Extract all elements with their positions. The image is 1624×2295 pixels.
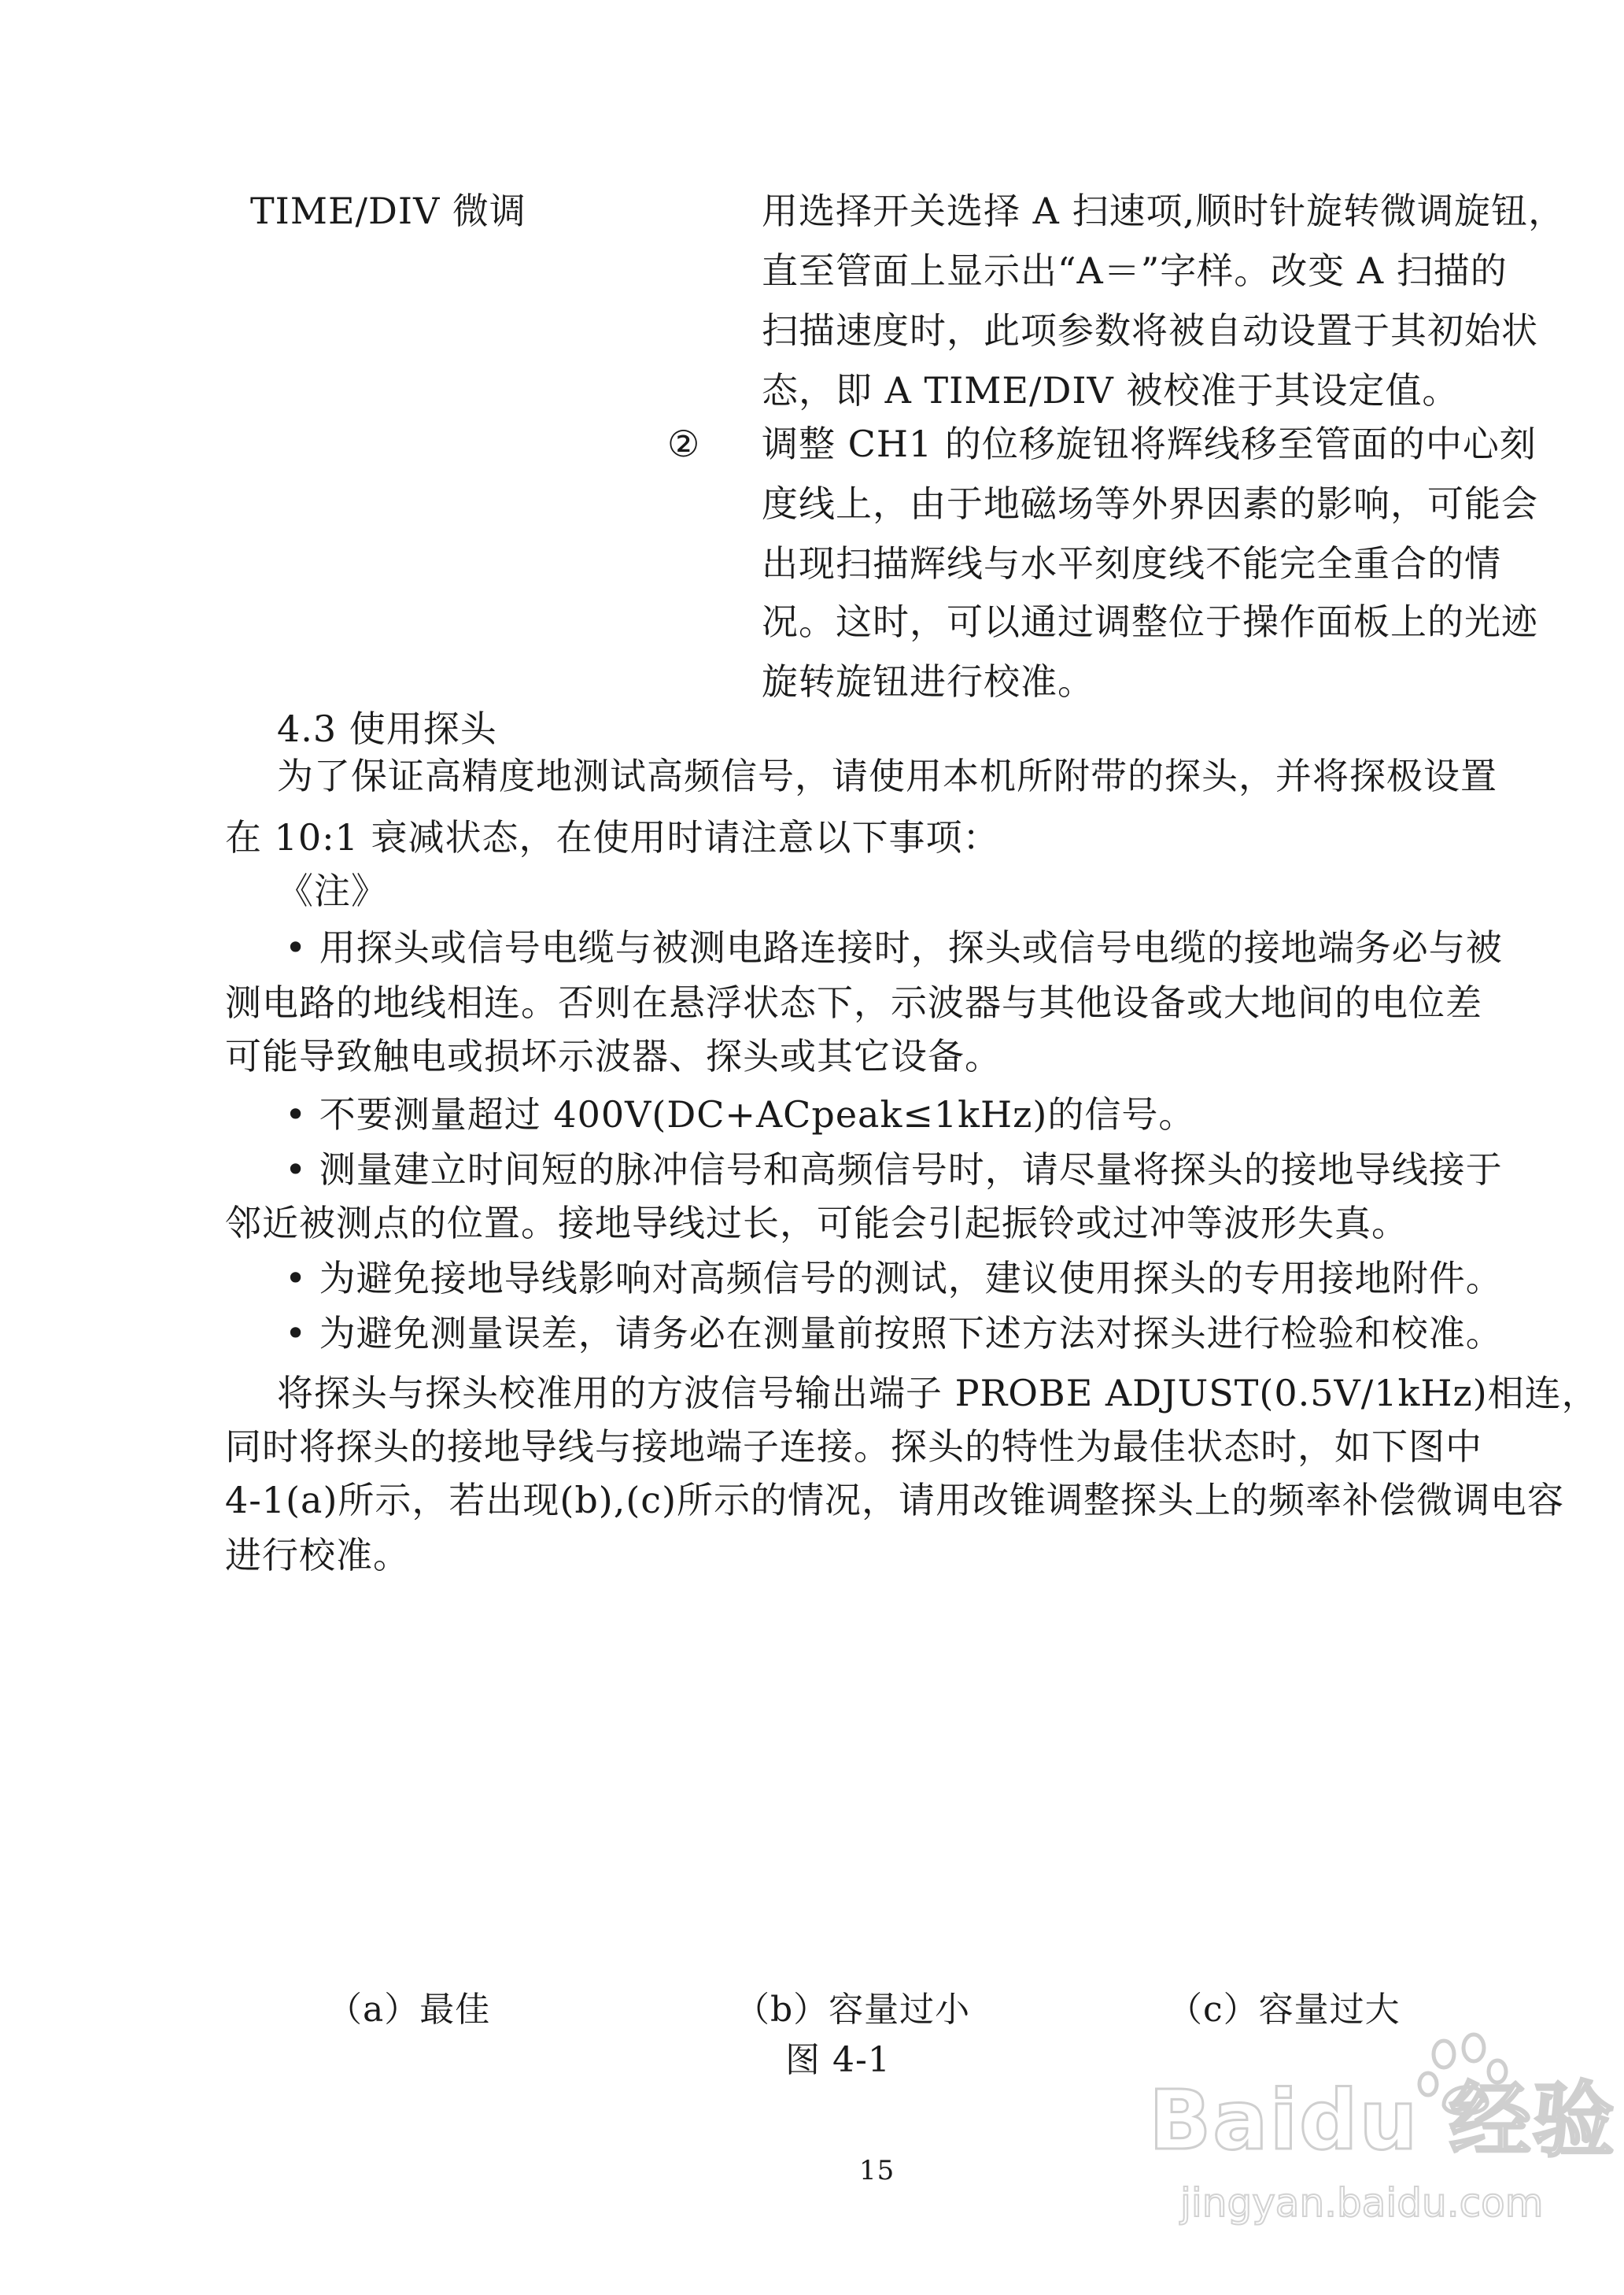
definition-line: 直至管面上显示出“A＝”字样。改变 A 扫描的 bbox=[762, 249, 1508, 292]
page-number: 15 bbox=[859, 2155, 895, 2186]
step-line: 出现扫描辉线与水平刻度线不能完全重合的情 bbox=[762, 542, 1501, 585]
bullet-line: • 为避免接地导线影响对高频信号的测试，建议使用探头的专用接地附件。 bbox=[285, 1257, 1503, 1299]
calibration-line: 同时将探头的接地导线与接地端子连接。探头的特性为最佳状态时，如下图中 bbox=[225, 1425, 1482, 1468]
baidu-watermark bbox=[1149, 2054, 1616, 2259]
bullet-line: • 为避免测量误差，请务必在测量前按照下述方法对探头进行检验和校准。 bbox=[285, 1312, 1503, 1354]
step-line: 况。这时，可以通过调整位于操作面板上的光迹 bbox=[762, 601, 1538, 643]
bullet-line: • 用探头或信号电缆与被测电路连接时，探头或信号电缆的接地端务必与被 bbox=[285, 926, 1503, 969]
parameter-term: TIME/DIV 微调 bbox=[250, 190, 526, 232]
figure-label: 图 4-1 bbox=[785, 2040, 891, 2080]
figure-caption-a: （a）最佳 bbox=[327, 1990, 491, 2030]
calibration-line: 4-1(a)所示，若出现(b),(c)所示的情况，请用改锥调整探头上的频率补偿微调电容 bbox=[225, 1479, 1565, 1521]
figure-caption-b: （b）容量过小 bbox=[735, 1990, 971, 2030]
step-marker: ② bbox=[667, 423, 701, 465]
bullet-line: 邻近被测点的位置。接地导线过长，可能会引起振铃或过冲等波形失真。 bbox=[225, 1202, 1408, 1244]
watermark-logo: Baidu 经验 bbox=[1149, 2072, 1616, 2168]
definition-line: 扫描速度时，此项参数将被自动设置于其初始状 bbox=[762, 309, 1538, 352]
watermark-url: jingyan.baidu.com bbox=[1180, 2180, 1544, 2226]
step-line: 调整 CH1 的位移旋钮将辉线移至管面的中心刻 bbox=[762, 423, 1537, 465]
intro-line: 在 10:1 衰减状态，在使用时请注意以下事项： bbox=[225, 816, 1000, 859]
definition-line: 态，即 A TIME/DIV 被校准于其设定值。 bbox=[762, 369, 1460, 412]
bullet-line: 可能导致触电或损坏示波器、探头或其它设备。 bbox=[225, 1035, 1002, 1077]
bullet-line: 测电路的地线相连。否则在悬浮状态下，示波器与其他设备或大地间的电位差 bbox=[225, 981, 1482, 1024]
intro-line: 为了保证高精度地测试高频信号，请使用本机所附带的探头，并将探极设置 bbox=[277, 755, 1497, 797]
section-heading: 4.3 使用探头 bbox=[277, 708, 497, 750]
calibration-line: 将探头与探头校准用的方波信号输出端子 PROBE ADJUST(0.5V/1kHz)相连， bbox=[277, 1372, 1599, 1414]
definition-line: 用选择开关选择 A 扫速项,顺时针旋转微调旋钮， bbox=[762, 190, 1566, 232]
step-line: 旋转旋钮进行校准。 bbox=[762, 660, 1094, 703]
note-label: 《注》 bbox=[277, 870, 388, 912]
calibration-line: 进行校准。 bbox=[225, 1534, 410, 1576]
figure-caption-c: （c）容量过大 bbox=[1168, 1990, 1401, 2030]
bullet-line: • 不要测量超过 400V(DC+ACpeak≤1kHz)的信号。 bbox=[285, 1093, 1196, 1136]
bullet-line: • 测量建立时间短的脉冲信号和高频信号时，请尽量将探头的接地导线接于 bbox=[285, 1148, 1503, 1191]
step-line: 度线上，由于地磁场等外界因素的影响，可能会 bbox=[762, 482, 1538, 525]
